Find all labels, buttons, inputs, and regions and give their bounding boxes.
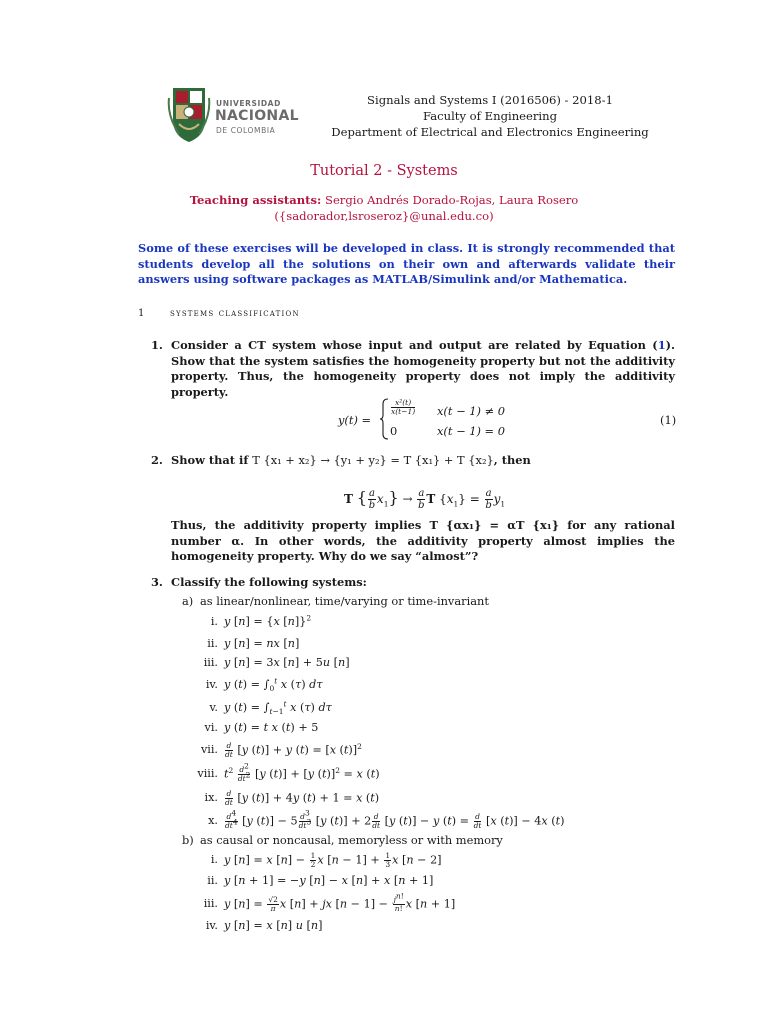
course-line: Faculty of Engineering <box>422 109 558 123</box>
item-numeral: iv. <box>205 678 218 691</box>
list-item <box>178 891 678 913</box>
item-numeral: ix. <box>204 791 218 804</box>
document-title: Tutorial 2 - Systems <box>310 163 458 179</box>
ta-names: Sergio Andrés Dorado-Rojas, Laura Rosero <box>325 193 579 207</box>
item-expression: y [n] = $\frac{√2}{\pi}$ x [n] + jx [n − 1] − $\frac{j^{n!}}{n!}$ x [n + 1] <box>224 891 456 913</box>
list-item <box>178 873 678 889</box>
university-logo <box>165 82 310 144</box>
problem-3-text: Classify the following systems: <box>171 575 367 589</box>
item-numeral: i. <box>210 615 218 628</box>
logo-line-3: DE COLOMBIA <box>216 126 276 135</box>
list-item <box>178 700 678 716</box>
list-item <box>178 636 678 652</box>
item-expression: y [n + 1] = −y [n] − x [n] + x [n + 1] <box>224 874 434 887</box>
list-item <box>178 808 678 830</box>
list-item <box>178 720 678 736</box>
item-numeral: ii. <box>207 637 218 650</box>
item-numeral: ii. <box>207 874 218 887</box>
problem-number: 3. <box>151 575 163 589</box>
subpart-a-label: a) <box>182 594 194 608</box>
case-1-condition: x(t − 1) ≠ 0 <box>437 404 505 418</box>
item-expression: y [n] = x [n] − $\frac{1}{2}$ x [n − 1] + $\frac{1}{3}$ x [n − 2] <box>224 851 442 869</box>
problem-2-followup: Thus, the additivity property implies T {αx₁} = αT {x₁} for any rational number α. In other words, the additivity property almost implies the homogeneity property. Why do we say “almost”? <box>171 518 675 563</box>
equation-1-lhs: y(t) = <box>338 413 372 427</box>
subpart-a <box>182 594 489 608</box>
item-expression: $\frac{d^4}{dt^4}$ [y (t)] − 5 $\frac{d^3}{dt^3}$ [y (t)] + 2 $\frac{d}{dt}$ [y (t)] − y (t) = $\frac{d}{dt}$ [x (t)] − 4x (t) <box>225 808 565 830</box>
ta-emails: ({sadorador,lsroseroz}@unal.edu.co) <box>274 209 494 223</box>
case-2-condition: x(t − 1) = 0 <box>437 424 505 438</box>
section-heading <box>138 308 300 319</box>
case-1-denominator: x(t−1) <box>391 407 416 416</box>
problem-2-end: , then <box>493 453 531 467</box>
course-line: Department of Electrical and Electronics Engineering <box>331 125 649 139</box>
section-title: systems classification <box>170 308 300 319</box>
list-item <box>178 918 678 934</box>
problem-2-display-equation: T { $\frac{a}{b}$ $x_1$} → $\frac{a}{b}$ T $\{x_1\}$ = $\frac{a}{b}$ $y_1$ <box>344 488 506 511</box>
item-numeral: iii. <box>203 656 218 669</box>
item-numeral: v. <box>209 701 218 714</box>
equation-reference-link[interactable]: 1 <box>657 338 666 352</box>
teaching-assistants <box>0 192 768 224</box>
item-expression: y [n] = nx [n] <box>224 637 300 650</box>
list-item <box>178 655 678 671</box>
case-1-numerator: x²(t) <box>391 399 415 408</box>
item-numeral: x. <box>208 814 218 827</box>
problem-1-text-b: ). Show that the system satisfies the homogeneity property but not the additivity property. Thus, the homogeneity property does not imply the additivity property. <box>171 338 675 399</box>
list-item <box>178 677 678 693</box>
case-1-fraction <box>390 399 416 416</box>
problem-1-text <box>171 338 675 400</box>
problem-2-text <box>171 453 675 469</box>
item-expression: y [n] = 3x [n] + 5u [n] <box>224 656 350 669</box>
problem-number: 2. <box>151 453 163 467</box>
problem-number: 1. <box>151 338 163 352</box>
item-expression: y (t) = t x (t) + 5 <box>224 721 319 734</box>
item-expression: y [n] = x [n] u [n] <box>224 919 323 932</box>
item-numeral: iii. <box>203 897 218 910</box>
brace-icon <box>380 398 390 440</box>
item-expression: y $(t) = \int_{t-1}^t$ x (τ) dτ <box>224 699 332 717</box>
list-item <box>178 742 678 758</box>
logo-line-1: UNIVERSIDAD <box>216 99 281 108</box>
item-numeral: viii. <box>197 767 218 780</box>
problem-2-math: T {x₁ + x₂} → {y₁ + y₂} = T {x₁} + T {x₂} <box>252 453 494 467</box>
problem-1-text-a: Consider a CT system whose input and output are related by Equation ( <box>171 338 658 352</box>
ta-label: Teaching assistants: <box>189 193 322 207</box>
logo-line-2: NACIONAL <box>215 108 299 124</box>
item-numeral: vii. <box>200 743 218 756</box>
item-numeral: i. <box>210 853 218 866</box>
course-info <box>320 92 660 140</box>
subpart-b-text: as causal or noncausal, memoryless or with memory <box>200 833 503 847</box>
list-item <box>178 852 678 868</box>
item-numeral: vi. <box>204 721 218 734</box>
list-item <box>178 790 678 806</box>
section-number: 1 <box>138 308 146 319</box>
equation-number: (1) <box>660 413 677 427</box>
intro-paragraph: Some of these exercises will be developed in class. It is strongly recommended that students develop all the solutions on their own and afterwards validate their answers using software packages as MATLAB/Simulink and/or Mathematica. <box>138 241 675 286</box>
subpart-a-text: as linear/nonlinear, time/varying or time-invariant <box>200 594 489 608</box>
item-expression: $t^2$ $\frac{d^2}{dt^2}$ [y (t)] + [y (t)]$^2$ = x (t) <box>224 761 380 783</box>
item-numeral: iv. <box>205 919 218 932</box>
item-expression: y [n] = {x [n]}$^2$ <box>224 613 312 628</box>
course-line: Signals and Systems I (2016506) - 2018-1 <box>367 93 613 107</box>
item-expression: y $(t) = \int_0^t$ x (τ) dτ <box>224 676 323 694</box>
list-item <box>178 761 678 783</box>
list-item <box>178 614 678 630</box>
case-2-value: 0 <box>390 424 398 438</box>
item-expression: $\frac{d}{dt}$ [y (t)] + y (t) = [x (t)]$^2$ <box>225 741 362 759</box>
item-expression: $\frac{d}{dt}$ [y (t)] + 4y (t) + 1 = x (t) <box>225 789 380 807</box>
subpart-b <box>182 833 503 847</box>
subpart-b-label: b) <box>182 833 194 847</box>
problem-2-lead: Show that if <box>171 453 249 467</box>
